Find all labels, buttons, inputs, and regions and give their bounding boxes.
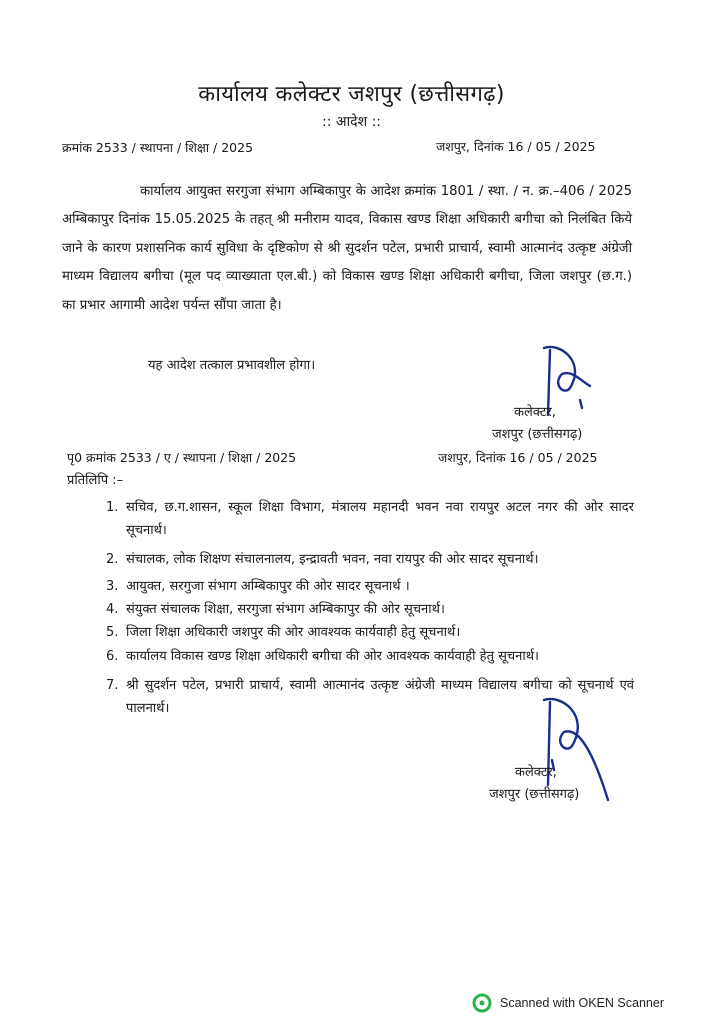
list-item: [106, 548, 634, 571]
scanner-text: Scanned with OKEN Scanner: [500, 996, 664, 1010]
list-item-text: श्री सुदर्शन पटेल, प्रभारी प्राचार्य, स्वामी आत्मानंद उत्कृष्ट अंग्रेजी माध्यम विद्यालय बगीचा को सूचनार्थ एवं पालनार्थ।: [126, 678, 634, 717]
order-body-paragraph: [62, 178, 632, 320]
list-item-text: सचिव, छ.ग.शासन, स्कूल शिक्षा विभाग, मंत्रालय महानदी भवन नवा रायपुर अटल नगर की ओर सादर सूचनार्थ।: [126, 500, 634, 539]
signature-2-place: जशपुर (छत्तीसगढ़): [489, 787, 580, 802]
scanner-watermark: [472, 993, 664, 1013]
list-item-number: 3.: [106, 578, 119, 594]
list-item: [106, 575, 634, 598]
order-body-text: कार्यालय आयुक्त सरगुजा संभाग अम्बिकापुर के आदेश क्रमांक 1801 / स्था. / न. क्र.–406 / 2025 अम्बिकापुर दिनांक 15.05.2025 के तहत् श्री मनीराम यादव, विकास खण्ड शिक्षा अधिकारी बगीचा को निलंबित किये जाने के कारण प्रशासनिक कार्य सुविधा के दृष्टिकोण से श्री सुदर्शन पटेल, प्रभारी प्राचार्य, स्वामी आत्मानंद उत्कृष्ट अंग्रेजी माध्यम विद्यालय बगीचा (मूल पद व्याख्याता एल.बी.) को विकास खण्ड शिक्षा अधिकारी बगीचा, जिला जशपुर (छ.ग.) का प्रभार आगामी आदेश पर्यन्त सौंपा जाता है।: [62, 184, 632, 313]
list-item-text: कार्यालय विकास खण्ड शिक्षा अधिकारी बगीचा की ओर आवश्यक कार्यवाही हेतु सूचनार्थ।: [126, 648, 539, 664]
list-item-text: आयुक्त, सरगुजा संभाग अम्बिकापुर की ओर सादर सूचनार्थ ।: [126, 578, 410, 594]
page-title: कार्यालय कलेक्टर जशपुर (छत्तीसगढ़): [198, 82, 505, 107]
list-item-number: 7.: [106, 678, 119, 694]
signature-1-title: कलेक्टर,: [514, 405, 556, 420]
endorsement-reference-number: पृ0 क्रमांक 2533 / ए / स्थापना / शिक्षा / 2025: [67, 450, 297, 465]
list-item-number: 2.: [106, 551, 119, 567]
list-item: [106, 598, 634, 621]
list-item-number: 4.: [106, 602, 119, 618]
list-item-text: संचालक, लोक शिक्षण संचालनालय, इन्द्रावती भवन, नवा रायपुर की ओर सादर सूचनार्थ।: [126, 551, 539, 567]
copy-recipient-list: [106, 496, 634, 721]
order-place-date: जशपुर, दिनांक 16 / 05 / 2025: [436, 139, 596, 154]
signature-2-title: कलेक्टर,: [515, 765, 557, 780]
list-item-number: 1.: [106, 500, 119, 515]
list-item: [106, 621, 634, 644]
list-item-text: संयुक्त संचालक शिक्षा, सरगुजा संभाग अम्बिकापुर की ओर सूचनार्थ।: [126, 602, 445, 618]
endorsement-place-date: जशपुर, दिनांक 16 / 05 / 2025: [438, 450, 598, 465]
list-item-number: 6.: [106, 648, 119, 664]
signature-1-place: जशपुर (छत्तीसगढ़): [492, 427, 583, 442]
effect-line: यह आदेश तत्काल प्रभावशील होगा।: [148, 358, 316, 373]
list-item: [106, 645, 634, 668]
list-item-text: जिला शिक्षा अधिकारी जशपुर की ओर आवश्यक कार्यवाही हेतु सूचनार्थ।: [126, 625, 461, 641]
order-label: :: आदेश ::: [321, 114, 382, 130]
order-reference-number: क्रमांक 2533 / स्थापना / शिक्षा / 2025: [62, 140, 254, 155]
list-item-number: 5.: [106, 625, 119, 641]
copy-to-label: प्रतिलिपि :–: [67, 473, 124, 488]
list-item: [106, 496, 634, 543]
oken-scanner-logo-icon: [472, 993, 492, 1013]
